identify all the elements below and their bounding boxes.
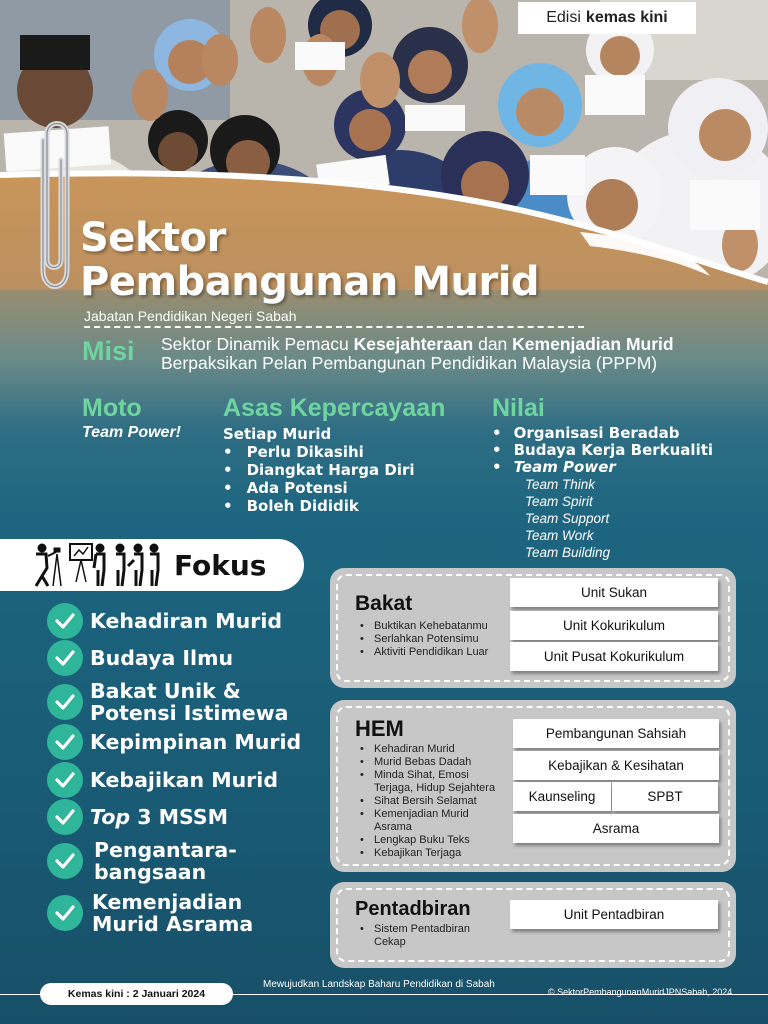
- unit-pentadbiran-box: Unit Pentadbiran: [510, 900, 718, 929]
- check-icon: [47, 684, 83, 720]
- fokus-item: Bakat Unik & Potensi Istimewa: [47, 680, 288, 724]
- list-item: • Ada Potensi: [223, 479, 415, 497]
- list-item: • Team Power: [492, 459, 713, 476]
- moto-text: Team Power!: [82, 424, 181, 441]
- unit-kokurikulum-box: Unit Kokurikulum: [510, 611, 718, 640]
- list-item: Team Building: [525, 545, 611, 560]
- list-item: • Diangkat Harga Diri: [223, 461, 415, 479]
- nilai-list: [492, 425, 713, 561]
- pentadbiran-bullets: [358, 923, 498, 949]
- unit-pusat-kokurikulum-box: Unit Pusat Kokurikulum: [510, 642, 718, 671]
- fokus-item: Kebajikan Murid: [47, 762, 278, 798]
- hem-bullets: [358, 743, 508, 860]
- fokus-banner: [0, 539, 304, 591]
- moto-heading: Moto: [82, 394, 142, 422]
- list-item: Team Spirit: [525, 494, 593, 509]
- fokus-item: Pengantara- bangsaan: [47, 839, 237, 883]
- title-line-2: Pembangunan Murid: [80, 259, 540, 305]
- unit-spbt-box: SPBT: [612, 782, 718, 811]
- list-item: • Sihat Bersih Selamat: [358, 795, 508, 808]
- update-date-badge: Kemas kini : 2 Januari 2024: [40, 983, 233, 1005]
- misi-text: Sektor Dinamik Pemacu Kesejahteraan dan Kemenjadian Murid Berpaksikan Pelan Pembangunan Pendidikan Malaysia (PPPM): [161, 334, 674, 373]
- list-item: • Lengkap Buku Teks: [358, 834, 508, 847]
- list-item: • Buktikan Kehebatanmu: [358, 620, 488, 633]
- list-item: • Perlu Dikasihi: [223, 443, 415, 461]
- bakat-heading: Bakat: [355, 592, 413, 615]
- footer-copyright: © SektorPembangunanMuridJPNSabah, 2024: [548, 987, 733, 997]
- footer-tagline: Mewujudkan Landskap Baharu Pendidikan di Sabah: [263, 979, 495, 990]
- edition-badge: [518, 2, 696, 34]
- people-icon: [32, 542, 162, 588]
- list-item: • Kemenjadian Murid Asrama: [358, 808, 508, 834]
- check-icon: [47, 640, 83, 676]
- asas-list: [223, 425, 415, 515]
- department-name: Jabatan Pendidikan Negeri Sabah: [84, 308, 297, 324]
- list-item: • Aktiviti Pendidikan Luar: [358, 646, 488, 659]
- list-item: Team Think: [525, 477, 596, 492]
- fokus-item: Kemenjadian Murid Asrama: [47, 891, 253, 935]
- hem-heading: HEM: [355, 716, 404, 741]
- list-item: • Murid Bebas Dadah: [358, 756, 508, 769]
- unit-sukan-box: Unit Sukan: [510, 578, 718, 607]
- fokus-item: Kepimpinan Murid: [47, 724, 301, 760]
- page-title: [80, 216, 539, 304]
- misi-heading: Misi: [82, 336, 135, 366]
- list-item: • Kehadiran Murid: [358, 743, 508, 756]
- paperclip-icon: [31, 120, 75, 305]
- list-item: • Serlahkan Potensimu: [358, 633, 488, 646]
- fokus-item: Top 3 MSSM: [47, 799, 228, 835]
- nilai-heading: Nilai: [492, 394, 545, 422]
- unit-kebajikan-kesihatan-box: Kebajikan & Kesihatan: [513, 751, 719, 780]
- title-line-1: Sektor: [80, 215, 226, 261]
- fokus-item: Kehadiran Murid: [47, 603, 282, 639]
- check-icon: [47, 843, 83, 879]
- dashed-divider: [84, 326, 584, 328]
- asas-heading: Asas Kepercayaan: [223, 394, 446, 422]
- asas-intro: Setiap Murid: [223, 425, 332, 443]
- bakat-bullets: [358, 620, 488, 659]
- check-icon: [47, 724, 83, 760]
- list-item: • Minda Sihat, Emosi Terjaga, Hidup Sejahtera: [358, 769, 508, 795]
- check-icon: [47, 762, 83, 798]
- check-icon: [47, 799, 83, 835]
- list-item: Team Work: [525, 528, 594, 543]
- list-item: Team Support: [525, 511, 610, 526]
- fokus-label: Fokus: [174, 548, 267, 582]
- fokus-item: Budaya Ilmu: [47, 640, 233, 676]
- unit-asrama-box: Asrama: [513, 814, 719, 843]
- list-item: • Organisasi Beradab: [492, 425, 713, 442]
- list-item: • Boleh Dididik: [223, 497, 415, 515]
- list-item: • Kebajikan Terjaga: [358, 847, 508, 860]
- pentadbiran-heading: Pentadbiran: [355, 898, 471, 920]
- edition-prefix: Edisi: [546, 9, 581, 26]
- unit-kaunseling-box: Kaunseling: [513, 782, 611, 811]
- list-item: • Budaya Kerja Berkualiti: [492, 442, 713, 459]
- check-icon: [47, 603, 83, 639]
- edition-bold: kemas kini: [585, 9, 668, 26]
- list-item: • Sistem Pentadbiran Cekap: [358, 923, 498, 949]
- check-icon: [47, 895, 83, 931]
- unit-pembangunan-sahsiah-box: Pembangunan Sahsiah: [513, 719, 719, 748]
